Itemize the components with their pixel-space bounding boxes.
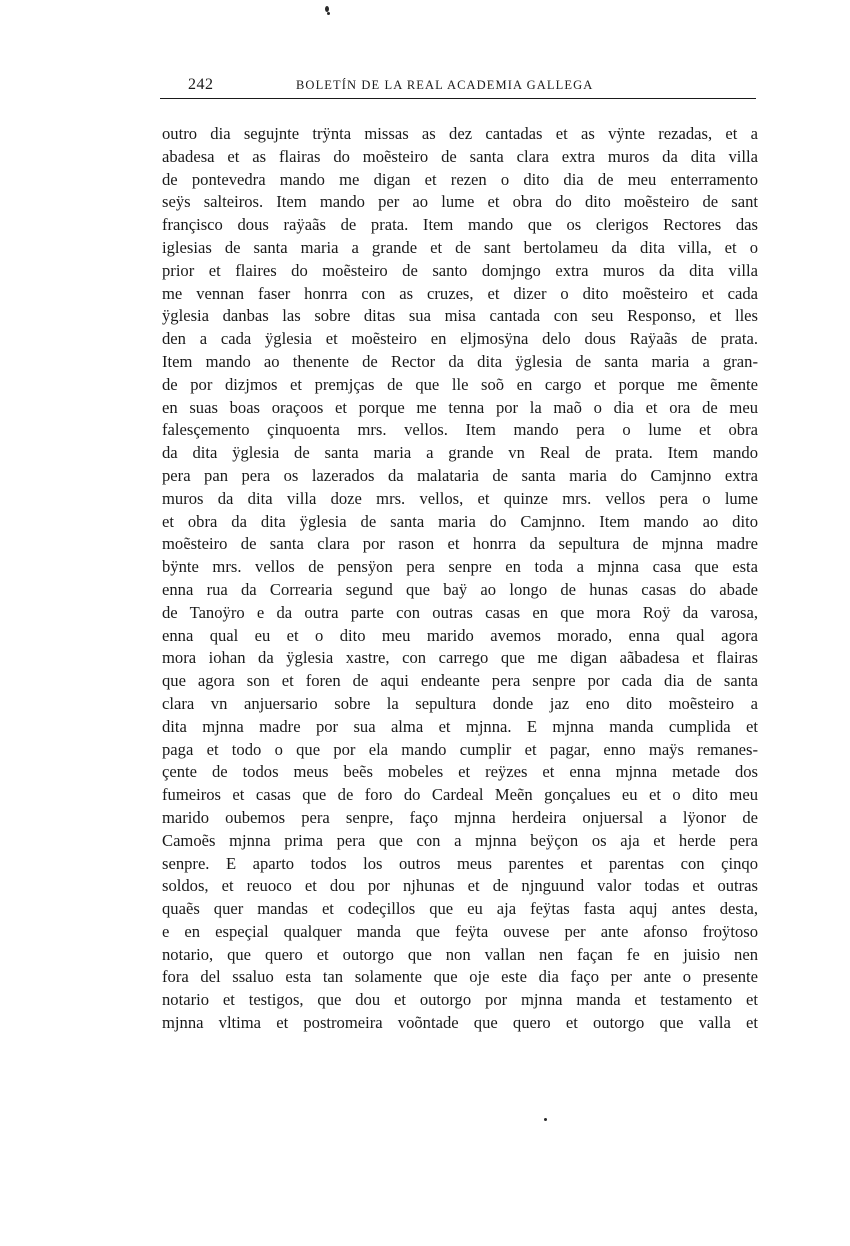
text-line: outro dia segujnte trÿnta missas as dez cantadas et as vÿnte rezadas, et a xyxy=(162,124,758,143)
body-text xyxy=(162,123,758,1035)
text-line: me vennan faser honrra con as cruzes, et dizer o dito moẽsteiro et cada xyxy=(162,283,758,303)
text-line: de pontevedra mando me digan et rezen o dito dia de meu enterramento xyxy=(162,169,758,189)
text-line: et obra da dita ÿglesia de santa maria do Camjnno. Item mando ao dito xyxy=(162,511,758,531)
text-line: de Tanoÿro e da outra parte con outras casas en que mora Roÿ da varosa, xyxy=(162,602,758,622)
text-line: moẽsteiro de santa clara por rason et honrra da sepultura de mjnna madre xyxy=(162,534,758,554)
text-line: iglesias de santa maria a grande et de sant bertolameu da dita villa, et o xyxy=(162,237,758,257)
page-header xyxy=(160,74,756,99)
text-line: notario, que quero et outorgo que non vallan nen façan fe en juisio nen xyxy=(162,944,758,964)
text-line: quaẽs quer mandas et codeçillos que eu aja feÿtas fasta aquj antes desta, xyxy=(162,899,758,919)
text-line: falesçemento çinquoenta mrs. vellos. Item mando pera o lume et obra xyxy=(162,420,758,440)
ink-speck xyxy=(327,12,330,15)
text-line: abadesa et as flairas do moẽsteiro de santa clara extra muros da dita villa xyxy=(162,146,758,166)
text-line: soldos, et reuoco et dou por njhunas et de njnguund valor todas et outras xyxy=(162,876,758,896)
text-line: bÿnte mrs. vellos de pensÿon pera senpre en toda a mjnna casa que esta xyxy=(162,557,758,577)
text-line: fumeiros et casas que de foro do Cardeal Meẽn gonçalues eu et o dito meu xyxy=(162,785,758,805)
text-line: prior et flaires do moẽsteiro de santo domjngo extra muros da dita villa xyxy=(162,260,758,280)
text-line: Camoẽs mjnna prima pera que con a mjnna beÿçon os aja et herde pera xyxy=(162,830,758,850)
text-line: de por dizjmos et premjças de que lle soõ en cargo et porque me ẽmente xyxy=(162,374,758,394)
text-line: dita mjnna madre por sua alma et mjnna. E mjnna manda cumplida et xyxy=(162,716,758,736)
text-line: da dita ÿglesia de santa maria a grande vn Real de prata. Item mando xyxy=(162,443,758,463)
text-line: enna qual eu et o dito meu marido avemos morado, enna qual agora xyxy=(162,625,758,645)
running-title: BOLETÍN DE LA REAL ACADEMIA GALLEGA xyxy=(296,78,594,92)
text-line: paga et todo o que por ela mando cumplir et pagar, enno maÿs remanes- xyxy=(162,739,758,759)
text-line: pera pan pera os lazerados da malataria de santa maria do Camjnno extra xyxy=(162,465,758,485)
text-line: senpre. E aparto todos los outros meus parentes et parentas con çinqo xyxy=(162,853,758,873)
text-line: Item mando ao thenente de Rector da dita ÿglesia de santa maria a gran- xyxy=(162,351,758,371)
page-number: 242 xyxy=(188,76,214,93)
text-line: e en espeçial qualquer manda que feÿta ouvese per ante afonso froÿtoso xyxy=(162,921,758,941)
text-line: enna rua da Correaria segund que baÿ ao longo de hunas casas do abade xyxy=(162,579,758,599)
text-line: fora del ssaluo esta tan solamente que oje este dia faço per ante o presente xyxy=(162,967,758,987)
text-line: ÿglesia danbas las sobre ditas sua misa cantada con seu Responso, et lles xyxy=(162,306,758,326)
text-line: mjnna vltima et postromeira voõntade que quero et outorgo que valla et xyxy=(162,1013,758,1033)
text-line: marido oubemos pera senpre, faço mjnna herdeira onjuersal a lÿonor de xyxy=(162,807,758,827)
text-line: çente de todos meus beẽs mobeles et reÿzes et enna mjnna metade dos xyxy=(162,762,758,782)
text-line: mora iohan da ÿglesia xastre, con carrego que me digan aãbadesa et flairas xyxy=(162,648,758,668)
text-line: en suas boas oraçoos et porque me tenna por la maõ o dia et ora de meu xyxy=(162,397,758,417)
text-line: que agora son et foren de aqui endeante pera senpre por cada dia de santa xyxy=(162,671,758,691)
text-line: muros da dita villa doze mrs. vellos, et quinze mrs. vellos pera o lume xyxy=(162,488,758,508)
text-line: den a cada ÿglesia et moẽsteiro en eljmosÿna delo dous Raÿaãs de prata. xyxy=(162,329,758,349)
text-line: françisco dous raÿaãs de prata. Item mando que os clerigos Rectores das xyxy=(162,215,758,235)
text-line: notario et testigos, que dou et outorgo por mjnna manda et testamento et xyxy=(162,990,758,1010)
text-line: clara vn anjuersario sobre la sepultura donde jaz eno dito moẽsteiro a xyxy=(162,693,758,713)
ink-speck xyxy=(544,1118,547,1121)
text-line: seÿs salteiros. Item mando per ao lume et obra do dito moẽsteiro de sant xyxy=(162,192,758,212)
